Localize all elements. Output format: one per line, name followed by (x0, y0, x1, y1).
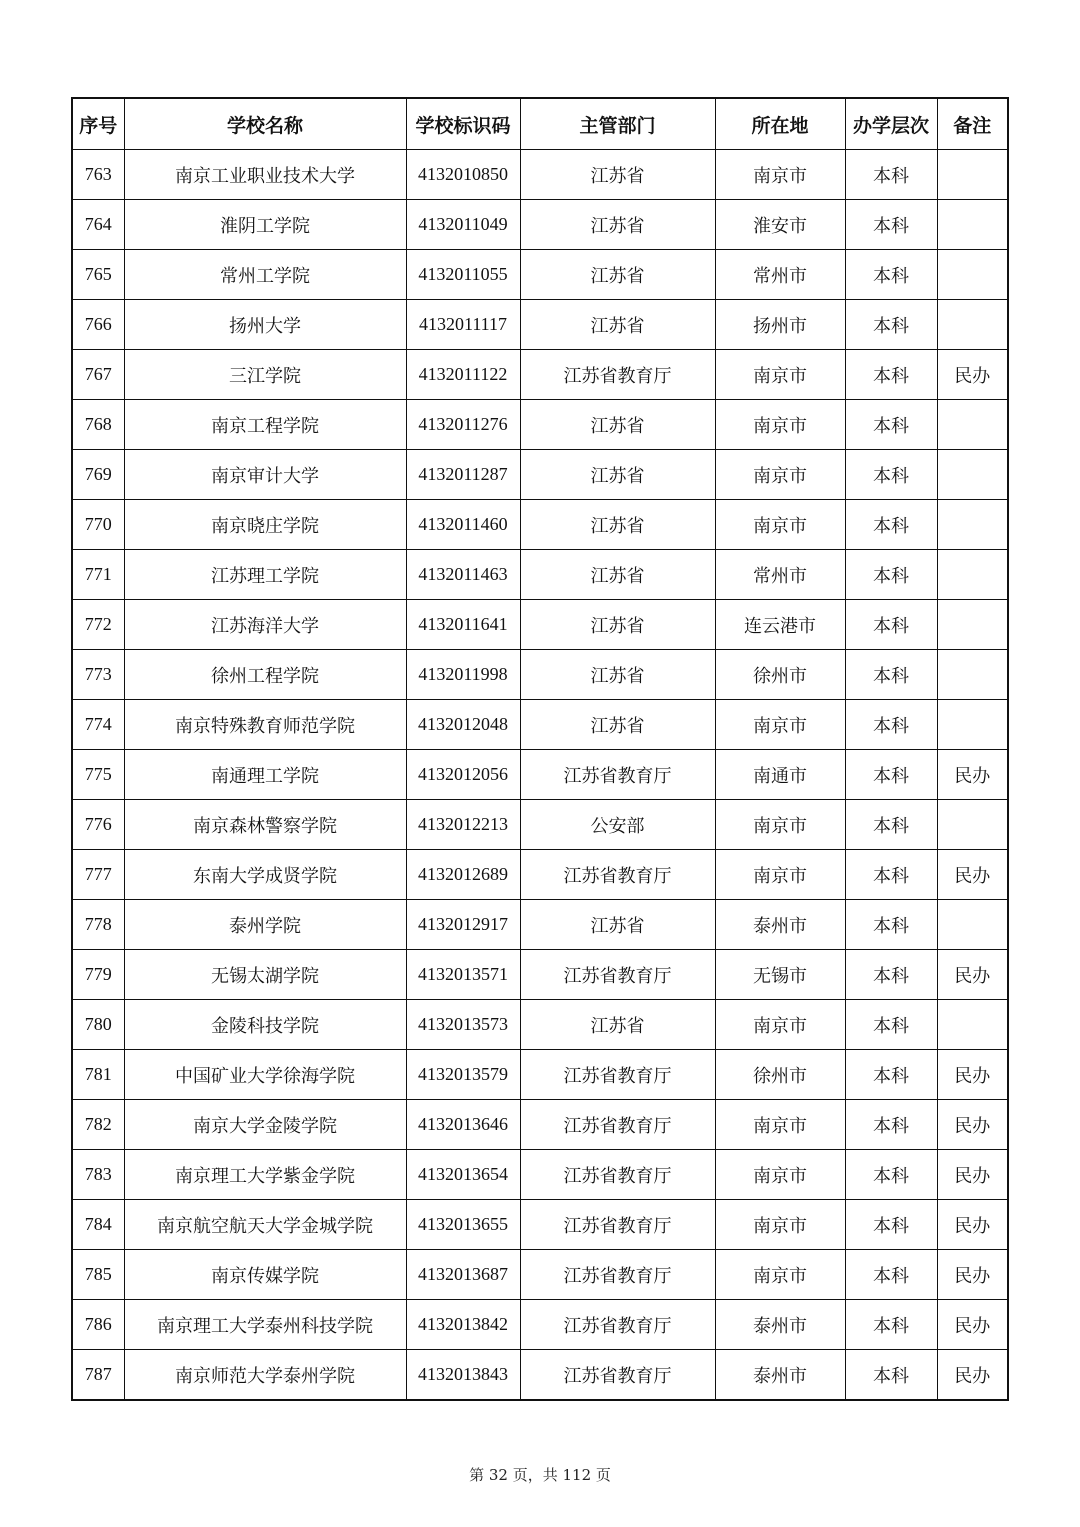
cell-seq: 776 (72, 800, 124, 850)
cell-remarks (937, 300, 1008, 350)
cell-school-code: 4132011287 (406, 450, 520, 500)
cell-seq: 763 (72, 150, 124, 200)
cell-location: 南京市 (715, 450, 845, 500)
cell-remarks: 民办 (937, 1350, 1008, 1401)
cell-school-name: 南京森林警察学院 (124, 800, 406, 850)
cell-level: 本科 (845, 1000, 937, 1050)
cell-location: 常州市 (715, 250, 845, 300)
cell-school-code: 4132011122 (406, 350, 520, 400)
cell-remarks: 民办 (937, 1150, 1008, 1200)
cell-school-name: 南京传媒学院 (124, 1250, 406, 1300)
cell-school-name: 南京特殊教育师范学院 (124, 700, 406, 750)
table-body (72, 150, 1008, 1401)
page-footer: 第 32 页，共 112 页 (469, 1466, 611, 1484)
cell-school-code: 4132011276 (406, 400, 520, 450)
school-list-table (71, 97, 1009, 1401)
table-row (72, 1250, 1008, 1300)
cell-location: 南京市 (715, 1000, 845, 1050)
cell-department: 江苏省教育厅 (520, 1250, 715, 1300)
cell-seq: 767 (72, 350, 124, 400)
cell-school-name: 南通理工学院 (124, 750, 406, 800)
cell-location: 南京市 (715, 1100, 845, 1150)
table-row (72, 800, 1008, 850)
cell-level: 本科 (845, 1150, 937, 1200)
cell-remarks (937, 600, 1008, 650)
cell-department: 江苏省 (520, 250, 715, 300)
cell-school-code: 4132011049 (406, 200, 520, 250)
cell-seq: 779 (72, 950, 124, 1000)
cell-school-name: 南京师范大学泰州学院 (124, 1350, 406, 1401)
cell-school-code: 4132013687 (406, 1250, 520, 1300)
cell-department: 公安部 (520, 800, 715, 850)
cell-seq: 781 (72, 1050, 124, 1100)
header-school-name: 学校名称 (124, 98, 406, 150)
cell-department: 江苏省 (520, 200, 715, 250)
cell-school-code: 4132010850 (406, 150, 520, 200)
cell-school-code: 4132011117 (406, 300, 520, 350)
cell-seq: 784 (72, 1200, 124, 1250)
cell-seq: 785 (72, 1250, 124, 1300)
cell-remarks: 民办 (937, 1300, 1008, 1350)
cell-remarks: 民办 (937, 350, 1008, 400)
cell-seq: 769 (72, 450, 124, 500)
cell-department: 江苏省教育厅 (520, 1300, 715, 1350)
cell-remarks: 民办 (937, 1050, 1008, 1100)
table-row (72, 150, 1008, 200)
table-row (72, 600, 1008, 650)
cell-location: 南通市 (715, 750, 845, 800)
cell-school-name: 南京审计大学 (124, 450, 406, 500)
cell-location: 泰州市 (715, 1300, 845, 1350)
cell-seq: 780 (72, 1000, 124, 1050)
cell-school-name: 中国矿业大学徐海学院 (124, 1050, 406, 1100)
cell-location: 南京市 (715, 350, 845, 400)
cell-school-code: 4132013654 (406, 1150, 520, 1200)
cell-school-name: 淮阴工学院 (124, 200, 406, 250)
table-row (72, 250, 1008, 300)
cell-level: 本科 (845, 1350, 937, 1401)
cell-location: 淮安市 (715, 200, 845, 250)
cell-school-code: 4132013646 (406, 1100, 520, 1150)
cell-remarks (937, 450, 1008, 500)
cell-remarks: 民办 (937, 1200, 1008, 1250)
cell-seq: 778 (72, 900, 124, 950)
cell-department: 江苏省 (520, 900, 715, 950)
cell-location: 徐州市 (715, 650, 845, 700)
cell-location: 南京市 (715, 1200, 845, 1250)
cell-school-code: 4132012048 (406, 700, 520, 750)
cell-school-name: 江苏海洋大学 (124, 600, 406, 650)
cell-level: 本科 (845, 550, 937, 600)
cell-level: 本科 (845, 250, 937, 300)
cell-seq: 782 (72, 1100, 124, 1150)
cell-seq: 766 (72, 300, 124, 350)
cell-seq: 786 (72, 1300, 124, 1350)
cell-school-name: 扬州大学 (124, 300, 406, 350)
cell-department: 江苏省教育厅 (520, 1050, 715, 1100)
cell-seq: 774 (72, 700, 124, 750)
cell-level: 本科 (845, 1250, 937, 1300)
cell-seq: 777 (72, 850, 124, 900)
cell-seq: 775 (72, 750, 124, 800)
cell-level: 本科 (845, 1200, 937, 1250)
cell-school-name: 南京理工大学紫金学院 (124, 1150, 406, 1200)
cell-school-name: 泰州学院 (124, 900, 406, 950)
cell-school-code: 4132011641 (406, 600, 520, 650)
header-seq: 序号 (72, 98, 124, 150)
cell-location: 泰州市 (715, 900, 845, 950)
cell-school-code: 4132011460 (406, 500, 520, 550)
cell-level: 本科 (845, 650, 937, 700)
table-row (72, 1100, 1008, 1150)
cell-school-name: 江苏理工学院 (124, 550, 406, 600)
cell-seq: 770 (72, 500, 124, 550)
header-department: 主管部门 (520, 98, 715, 150)
cell-location: 泰州市 (715, 1350, 845, 1401)
cell-school-name: 南京工程学院 (124, 400, 406, 450)
cell-school-code: 4132012689 (406, 850, 520, 900)
table-row (72, 1300, 1008, 1350)
table-row (72, 950, 1008, 1000)
cell-department: 江苏省 (520, 600, 715, 650)
cell-remarks: 民办 (937, 950, 1008, 1000)
cell-level: 本科 (845, 800, 937, 850)
cell-remarks (937, 900, 1008, 950)
cell-level: 本科 (845, 600, 937, 650)
cell-department: 江苏省 (520, 450, 715, 500)
cell-department: 江苏省教育厅 (520, 950, 715, 1000)
cell-location: 南京市 (715, 1150, 845, 1200)
cell-level: 本科 (845, 1300, 937, 1350)
cell-school-code: 4132012213 (406, 800, 520, 850)
cell-location: 南京市 (715, 150, 845, 200)
cell-department: 江苏省 (520, 650, 715, 700)
cell-school-name: 徐州工程学院 (124, 650, 406, 700)
header-location: 所在地 (715, 98, 845, 150)
table-row (72, 450, 1008, 500)
cell-school-code: 4132013571 (406, 950, 520, 1000)
cell-level: 本科 (845, 300, 937, 350)
cell-location: 常州市 (715, 550, 845, 600)
cell-department: 江苏省 (520, 700, 715, 750)
table-row (72, 850, 1008, 900)
cell-school-code: 4132013573 (406, 1000, 520, 1050)
table-row (72, 900, 1008, 950)
cell-department: 江苏省 (520, 1000, 715, 1050)
cell-location: 南京市 (715, 500, 845, 550)
cell-remarks (937, 550, 1008, 600)
cell-school-name: 南京航空航天大学金城学院 (124, 1200, 406, 1250)
cell-level: 本科 (845, 500, 937, 550)
cell-level: 本科 (845, 350, 937, 400)
cell-department: 江苏省教育厅 (520, 1350, 715, 1401)
cell-location: 南京市 (715, 1250, 845, 1300)
cell-remarks: 民办 (937, 750, 1008, 800)
cell-level: 本科 (845, 950, 937, 1000)
cell-seq: 773 (72, 650, 124, 700)
cell-remarks (937, 150, 1008, 200)
cell-department: 江苏省教育厅 (520, 850, 715, 900)
table-row (72, 1000, 1008, 1050)
table-row (72, 650, 1008, 700)
cell-level: 本科 (845, 450, 937, 500)
cell-level: 本科 (845, 150, 937, 200)
cell-level: 本科 (845, 900, 937, 950)
cell-school-code: 4132012056 (406, 750, 520, 800)
cell-level: 本科 (845, 700, 937, 750)
header-level: 办学层次 (845, 98, 937, 150)
table-row (72, 200, 1008, 250)
cell-school-code: 4132011055 (406, 250, 520, 300)
table-row (72, 700, 1008, 750)
cell-department: 江苏省 (520, 550, 715, 600)
cell-level: 本科 (845, 750, 937, 800)
cell-remarks (937, 250, 1008, 300)
cell-department: 江苏省 (520, 300, 715, 350)
cell-remarks (937, 1000, 1008, 1050)
cell-school-code: 4132011463 (406, 550, 520, 600)
header-remarks: 备注 (937, 98, 1008, 150)
cell-department: 江苏省教育厅 (520, 1150, 715, 1200)
cell-seq: 772 (72, 600, 124, 650)
cell-department: 江苏省教育厅 (520, 750, 715, 800)
cell-level: 本科 (845, 200, 937, 250)
cell-school-name: 东南大学成贤学院 (124, 850, 406, 900)
cell-school-name: 无锡太湖学院 (124, 950, 406, 1000)
table-row (72, 350, 1008, 400)
cell-school-name: 南京工业职业技术大学 (124, 150, 406, 200)
table-row (72, 750, 1008, 800)
cell-department: 江苏省教育厅 (520, 1100, 715, 1150)
cell-school-code: 4132013843 (406, 1350, 520, 1401)
cell-remarks (937, 700, 1008, 750)
header-row (72, 98, 1008, 150)
table-row (72, 1200, 1008, 1250)
table-row (72, 1150, 1008, 1200)
table-row (72, 1350, 1008, 1401)
cell-remarks: 民办 (937, 1100, 1008, 1150)
cell-school-code: 4132013579 (406, 1050, 520, 1100)
cell-location: 南京市 (715, 850, 845, 900)
cell-seq: 768 (72, 400, 124, 450)
cell-school-name: 三江学院 (124, 350, 406, 400)
cell-remarks (937, 650, 1008, 700)
cell-department: 江苏省教育厅 (520, 350, 715, 400)
cell-seq: 783 (72, 1150, 124, 1200)
cell-seq: 787 (72, 1350, 124, 1401)
cell-school-code: 4132011998 (406, 650, 520, 700)
cell-school-name: 金陵科技学院 (124, 1000, 406, 1050)
cell-location: 扬州市 (715, 300, 845, 350)
cell-remarks: 民办 (937, 850, 1008, 900)
table-row (72, 400, 1008, 450)
cell-school-name: 南京大学金陵学院 (124, 1100, 406, 1150)
table-header (72, 98, 1008, 150)
cell-seq: 765 (72, 250, 124, 300)
cell-level: 本科 (845, 1100, 937, 1150)
cell-remarks (937, 200, 1008, 250)
cell-school-name: 南京理工大学泰州科技学院 (124, 1300, 406, 1350)
cell-location: 南京市 (715, 700, 845, 750)
cell-school-code: 4132012917 (406, 900, 520, 950)
cell-department: 江苏省教育厅 (520, 1200, 715, 1250)
table-row (72, 300, 1008, 350)
cell-department: 江苏省 (520, 500, 715, 550)
cell-level: 本科 (845, 400, 937, 450)
cell-remarks (937, 800, 1008, 850)
cell-department: 江苏省 (520, 400, 715, 450)
cell-remarks: 民办 (937, 1250, 1008, 1300)
header-school-code: 学校标识码 (406, 98, 520, 150)
table-row (72, 550, 1008, 600)
cell-school-name: 常州工学院 (124, 250, 406, 300)
cell-school-code: 4132013842 (406, 1300, 520, 1350)
table-row (72, 1050, 1008, 1100)
cell-school-name: 南京晓庄学院 (124, 500, 406, 550)
cell-location: 徐州市 (715, 1050, 845, 1100)
cell-location: 南京市 (715, 400, 845, 450)
cell-level: 本科 (845, 850, 937, 900)
cell-level: 本科 (845, 1050, 937, 1100)
cell-remarks (937, 400, 1008, 450)
cell-seq: 771 (72, 550, 124, 600)
cell-remarks (937, 500, 1008, 550)
cell-location: 无锡市 (715, 950, 845, 1000)
cell-location: 连云港市 (715, 600, 845, 650)
cell-school-code: 4132013655 (406, 1200, 520, 1250)
cell-seq: 764 (72, 200, 124, 250)
table-row (72, 500, 1008, 550)
cell-department: 江苏省 (520, 150, 715, 200)
cell-location: 南京市 (715, 800, 845, 850)
